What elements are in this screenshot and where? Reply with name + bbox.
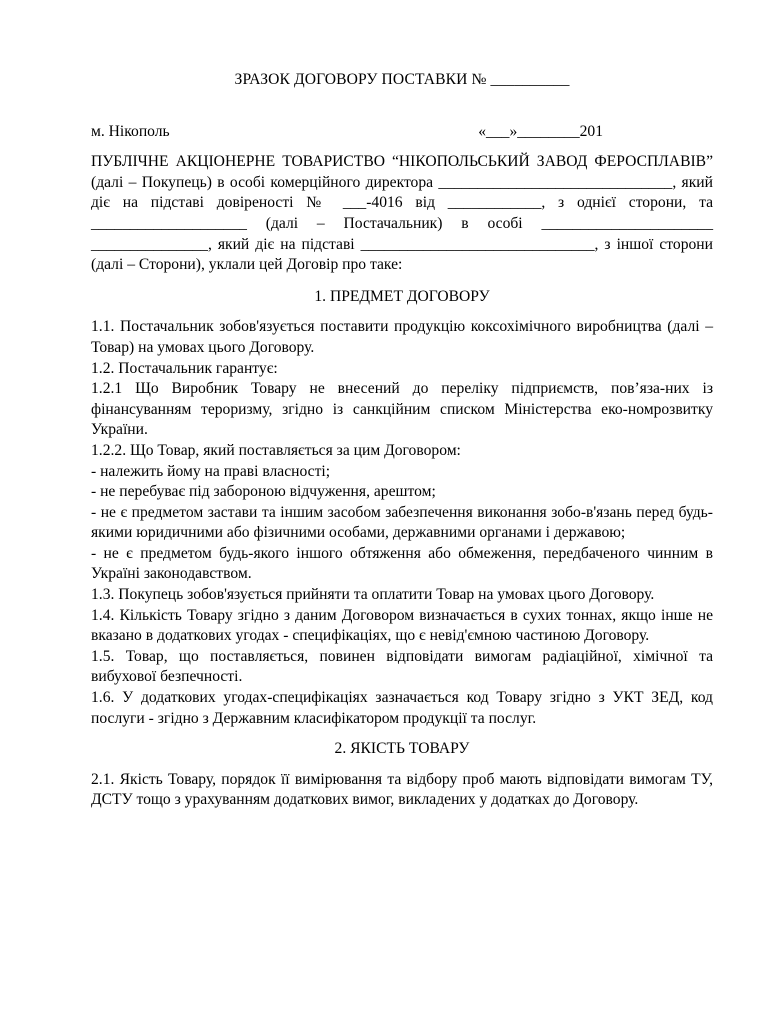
contract-date: «___»________201 [478, 122, 603, 140]
list-item-no-pledge: - не є предметом застави та іншим засобом забезпечення виконання зобо-в'язань перед будь-якими юридичними або фізичними особами, державними органами і державою; [91, 503, 713, 542]
clause-1-2: 1.2. Постачальник гарантує: [91, 359, 278, 377]
clause-1-3: 1.3. Покупець зобов'язується прийняти та оплатити Товар на умовах цього Договору. [91, 586, 655, 604]
section-1-heading: 1. ПРЕДМЕТ ДОГОВОРУ [314, 287, 490, 305]
section-2-heading: 2. ЯКІСТЬ ТОВАРУ [334, 740, 470, 758]
clause-1-5: 1.5. Товар, що поставляється, повинен відповідати вимогам радіаційної, хімічної та вибухової безпечності. [91, 647, 713, 686]
clause-1-2-2: 1.2.2. Що Товар, який поставляється за цим Договором: [91, 441, 461, 459]
clause-2-1: 2.1. Якість Товару, порядок її вимірювання та відбору проб мають відповідати вимогам ТУ, ДСТУ тощо з урахуванням додаткових вимог, викладених у додатках до Договору. [91, 770, 713, 809]
list-item-no-arrest: - не перебуває під забороною відчуження, арештом; [91, 483, 436, 501]
clause-1-4: 1.4. Кількість Товару згідно з даним Договором визначається в сухих тоннах, якщо інше не вказано в додаткових угодах - специфікаціях, що є невід'ємною частиною Договору. [91, 606, 713, 645]
clause-1-1: 1.1. Постачальник зобов'язується поставити продукцію коксохімічного виробництва (далі – Товар) на умовах цього Договору. [91, 318, 713, 356]
contract-place: м. Нікополь [91, 122, 170, 140]
list-item-no-encumbrance: - не є предметом будь-якого іншого обтяження або обмеження, передбаченого чинним в Україні законодавством. [91, 544, 713, 583]
clause-1-6: 1.6. У додаткових угодах-специфікаціях зазначається код Товару згідно з УКТ ЗЕД, код послуги - згідно з Державним класифікатором продукції та послуг. [91, 689, 713, 727]
place-date-line [91, 122, 713, 143]
list-item-ownership: - належить йому на праві власності; [91, 462, 331, 480]
parties-intro-paragraph: ПУБЛІЧНЕ АКЦІОНЕРНЕ ТОВАРИСТВО “НІКОПОЛЬСЬКИЙ ЗАВОД ФЕРОСПЛАВІВ” (далі – Покупець) в особі комерційного директора ______________________________, який діє на підставі довіреності № ___-4016 від ____________, з однієї сторони, та ____________________ (далі – Постачальник) в особі ______________________ _______________, який діє на підставі ______________________________, з іншої сторони (далі – Сторони), уклали цей Договір про таке: [91, 153, 713, 274]
document-page [91, 70, 713, 811]
document-title: ЗРАЗОК ДОГОВОРУ ПОСТАВКИ № __________ [234, 71, 570, 88]
clause-1-2-1: 1.2.1 Що Виробник Товару не внесений до переліку підприємств, пов’яза-них із фінансуванням тероризму, згідно із санкційним списком Міністерства еко-номрозвитку України. [91, 380, 713, 439]
